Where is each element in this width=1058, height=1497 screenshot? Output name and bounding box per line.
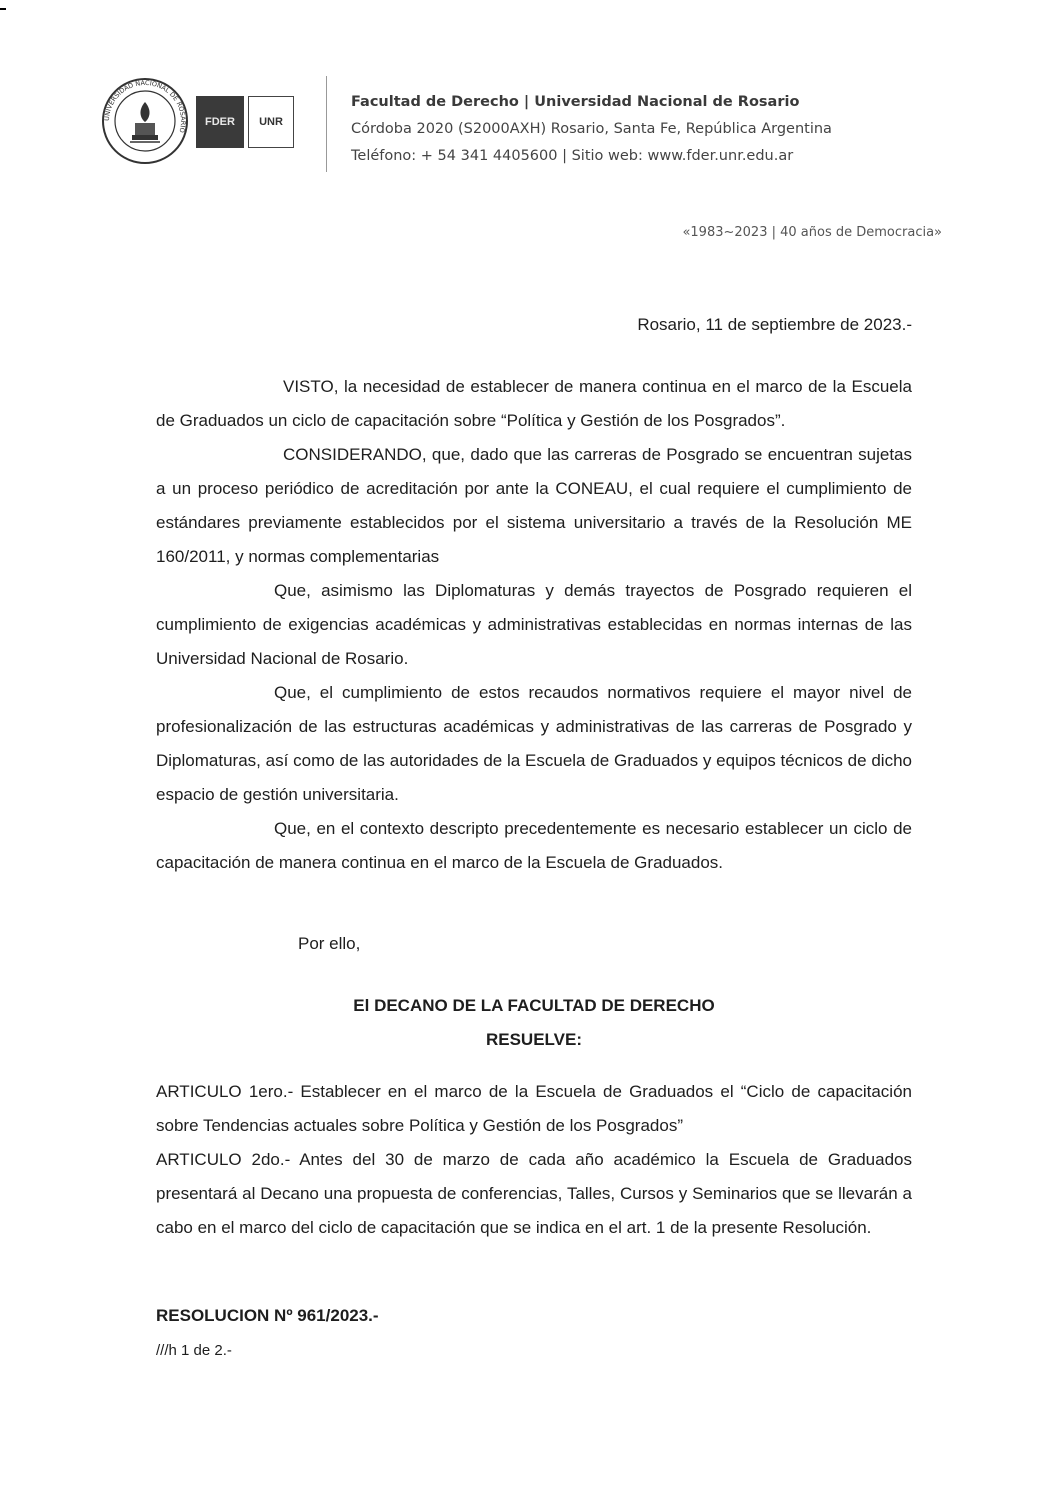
article-1: ARTICULO 1ero.- Establecer en el marco de la Escuela de Graduados el “Ciclo de capacitación sobre Tendencias actuales sobre Política y Gestión de los Posgrados” xyxy=(156,1082,912,1135)
resolution-number: RESOLUCION Nº 961/2023.- xyxy=(156,1306,379,1325)
que-paragraph-3: Que, en el contexto descripto precedentemente es necesario establecer un ciclo de capacitación de manera continua en el marco de la Escuela de Graduados. xyxy=(156,819,912,872)
letterhead xyxy=(100,76,900,176)
unr-logo: UNR xyxy=(248,96,294,148)
visto-paragraph: VISTO, la necesidad de establecer de manera continua en el marco de la Escuela de Graduados un ciclo de capacitación sobre “Política y Gestión de los Posgrados”. xyxy=(156,377,912,430)
document-date: Rosario, 11 de septiembre de 2023.- xyxy=(637,315,912,334)
article-2: ARTICULO 2do.- Antes del 30 de marzo de cada año académico la Escuela de Graduados presentará al Decano una propuesta de conferencias, Talles, Cursos y Seminarios que se llevarán a cabo en el marco del ciclo de capacitación que se indica en el art. 1 de la presente Resolución. xyxy=(156,1150,912,1237)
university-seal-icon xyxy=(100,76,190,166)
seal-lettering: UNIVERSIDAD NACIONAL DE ROSARIO xyxy=(102,78,188,134)
resuelve-line: RESUELVE: xyxy=(485,1030,583,1049)
institution-address: Córdoba 2020 (S2000AXH) Rosario, Santa Fe, República Argentina xyxy=(351,121,832,137)
decano-line: El DECANO DE LA FACULTAD DE DERECHO xyxy=(353,996,715,1015)
que-paragraph-1: Que, asimismo las Diplomaturas y demás trayectos de Posgrado requieren el cumplimiento de exigencias académicas y administrativas establecidas en normas internas de las Universidad Nacional de Rosario. xyxy=(156,581,912,668)
considerando-paragraph: CONSIDERANDO, que, dado que las carreras de Posgrado se encuentran sujetas a un proceso periódico de acreditación por ante la CONEAU, el cual requiere el cumplimiento de estándares previamente establecidos por el sistema universitario a través de la Resolución ME 160/2011, y normas complementarias xyxy=(156,445,912,566)
fder-logo: FDER xyxy=(196,96,244,148)
page-note: ///h 1 de 2.- xyxy=(156,1342,232,1359)
document-body xyxy=(156,370,912,880)
header-divider xyxy=(326,76,327,172)
institution-contact: Teléfono: + 54 341 4405600 | Sitio web: www.fder.unr.edu.ar xyxy=(351,148,794,164)
letterhead-text xyxy=(351,89,832,170)
articles xyxy=(156,1075,912,1245)
scan-corner-mark xyxy=(0,8,6,10)
institution-name: Facultad de Derecho | Universidad Nacional de Rosario xyxy=(351,94,800,110)
motto: «1983~2023 | 40 años de Democracia» xyxy=(682,225,942,240)
que-paragraph-2: Que, el cumplimiento de estos recaudos normativos requiere el mayor nivel de profesionalización de las estructuras académicas y administrativas de las carreras de Posgrado y Diplomaturas, así como de las autoridades de la Escuela de Graduados y equipos técnicos de dicho espacio de gestión universitaria. xyxy=(156,683,912,804)
resolution-heading xyxy=(156,989,912,1057)
por-ello: Por ello, xyxy=(298,934,361,953)
